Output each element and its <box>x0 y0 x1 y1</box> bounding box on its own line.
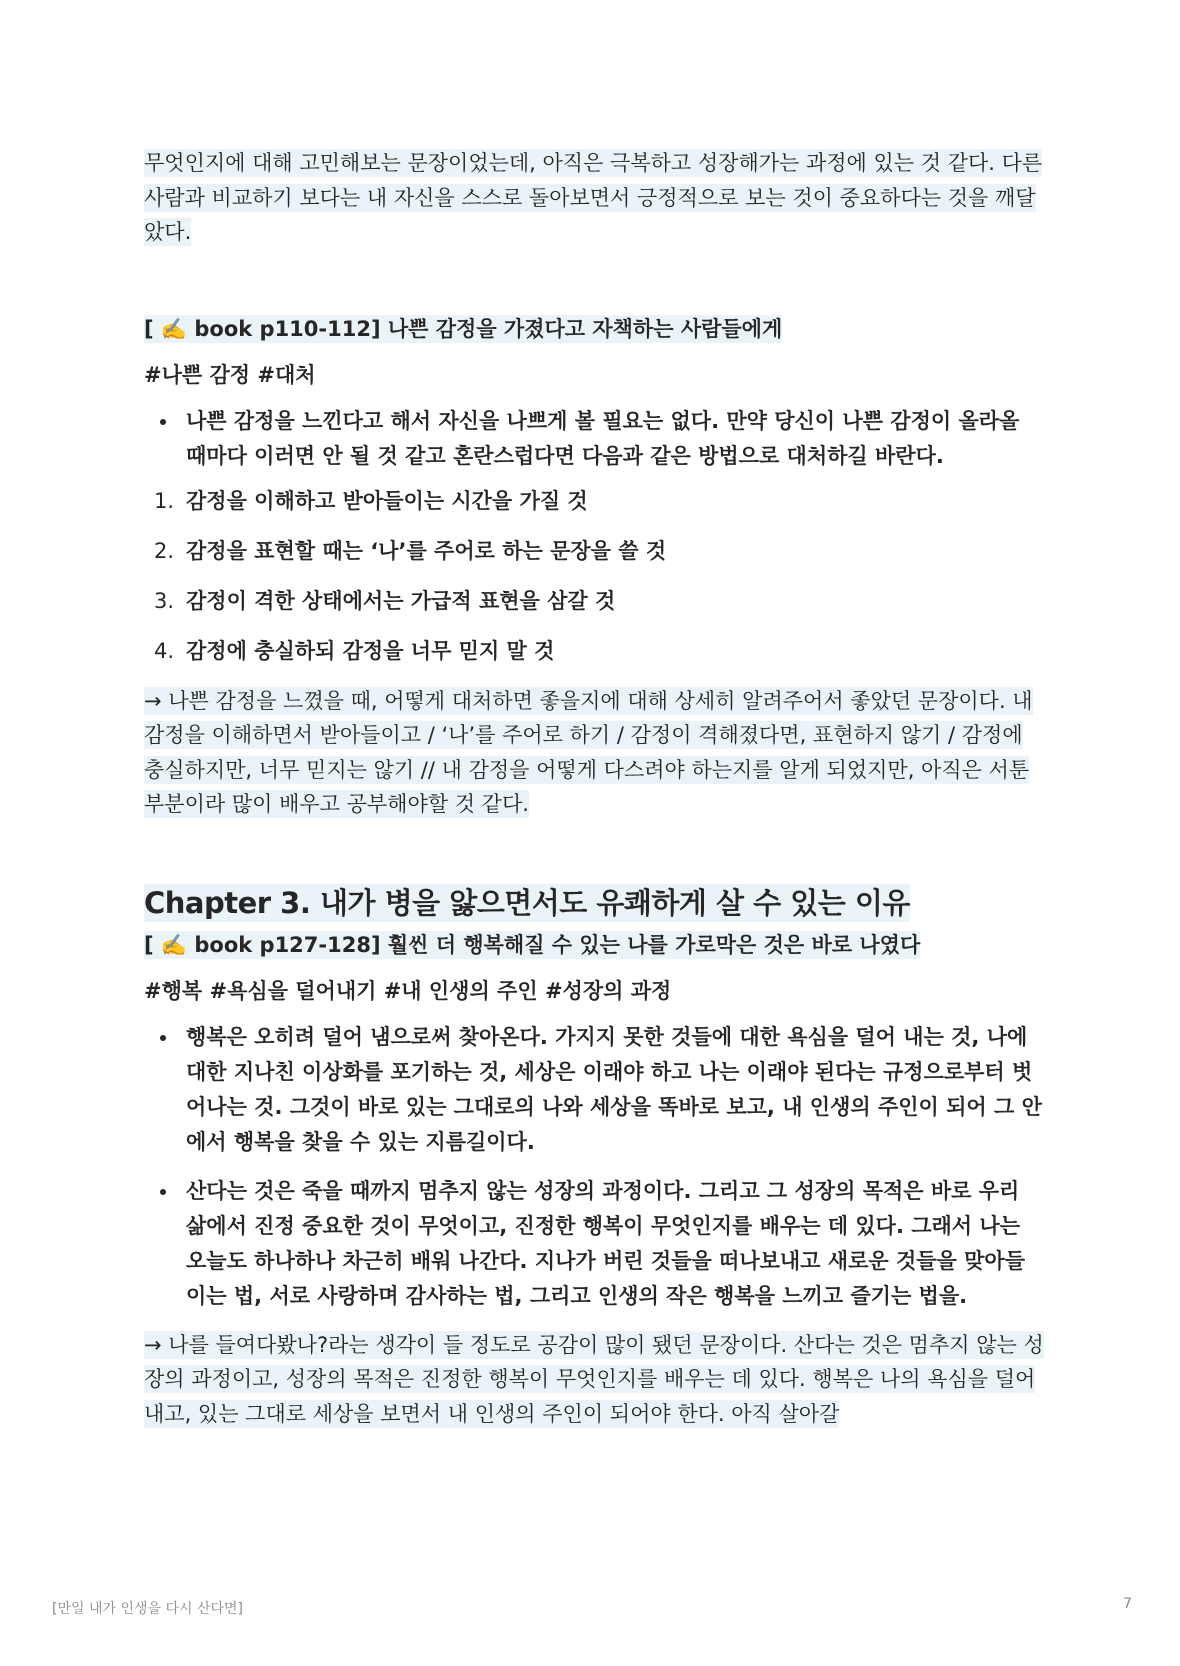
numbered-list <box>144 484 1044 669</box>
page-number: 7 <box>1123 1596 1132 1612</box>
list-item: 4. 감정에 충실하되 감정을 너무 믿지 말 것 <box>154 638 555 663</box>
list-item: 산다는 것은 죽을 때까지 멈추지 않는 성장의 과정이다. 그리고 그 성장의 목적은 바로 우리 삶에서 진정 중요한 것이 무엇이고, 진정한 행복이 무엇인지를 배우는 데 있다. 그래서 나는 오늘도 하나하나 차근히 배워 나간다. 지나가 버린 것들을 떠나보내고 새로운 것들을 맞아들이는 법, 서로 사랑하며 감사하는 법, 그리고 인생의 작은 행복을 느끼고 즐기는 법을. <box>144 1174 1044 1314</box>
list-item: 나쁜 감정을 느낀다고 해서 자신을 나쁘게 볼 필요는 없다. 만약 당신이 나쁜 감정이 올라올 때마다 이러면 안 될 것 같고 혼란스럽다면 다음과 같은 방법으로 대처하길 바란다. <box>144 404 1044 474</box>
page-content <box>144 146 1044 1431</box>
section-heading-text: [ ✍️ book p127-128] 훨씬 더 행복해질 수 있는 나를 가로막은 것은 바로 나였다 <box>144 932 921 957</box>
footer-book-title: [만일 내가 인생을 다시 산다면] <box>52 1601 244 1617</box>
list-item: 1. 감정을 이해하고 받아들이는 시간을 가질 것 <box>154 488 588 513</box>
chapter-title: Chapter 3. 내가 병을 앓으면서도 유쾌하게 살 수 있는 이유 <box>144 885 910 920</box>
bullet-list <box>144 404 1044 474</box>
section-tags: #나쁜 감정 #대처 <box>144 362 316 387</box>
list-item: 행복은 오히려 덜어 냄으로써 찾아온다. 가지지 못한 것들에 대한 욕심을 덜어 내는 것, 나에 대한 지나친 이상화를 포기하는 것, 세상은 이래야 하고 나는 이래야 된다는 규정으로부터 벗어나는 것. 그것이 바로 있는 그대로의 나와 세상을 똑바로 보고, 내 인생의 주인이 되어 그 안에서 행복을 찾을 수 있는 지름길이다. <box>144 1020 1044 1160</box>
section-heading <box>144 928 1044 962</box>
reflection-paragraph: → 나를 들여다봤나?라는 생각이 들 정도로 공감이 많이 됐던 문장이다. 산다는 것은 멈추지 않는 성장의 과정이고, 성장의 목적은 진정한 행복이 무엇인지를 배우는 데 있다. 행복은 나의 욕심을 덜어내고, 있는 그대로 세상을 보면서 내 인생의 주인이 되어야 한다. 아직 살아갈 <box>144 1332 1044 1426</box>
list-item: 3. 감정이 격한 상태에서는 가급적 표현을 삼갈 것 <box>154 588 616 613</box>
bullet-list <box>144 1020 1044 1314</box>
reflection-paragraph: → 나쁜 감정을 느꼈을 때, 어떻게 대처하면 좋을지에 대해 상세히 알려주어서 좋았던 문장이다. 내 감정을 이해하면서 받아들이고 / ‘나’를 주어로 하기 / 감정이 격해졌다면, 표현하지 않기 / 감정에 충실하지만, 너무 믿지는 않기 // 내 감정을 어떻게 다스려야 하는지를 알게 되었지만, 아직은 서툰 부분이라 많이 배우고 공부해야할 것 같다. <box>144 688 1033 816</box>
intro-paragraph: 무엇인지에 대해 고민해보는 문장이었는데, 아직은 극복하고 성장해가는 과정에 있는 것 같다. 다른 사람과 비교하기 보다는 내 자신을 스스로 돌아보면서 긍정적으로 보는 것이 중요하다는 것을 깨달았다. <box>144 151 1043 244</box>
section-heading-text: [ ✍️ book p110-112] 나쁜 감정을 가졌다고 자책하는 사람들에게 <box>144 316 783 341</box>
section-tags: #행복 #욕심을 덜어내기 #내 인생의 주인 #성장의 과정 <box>144 978 672 1003</box>
list-item: 2. 감정을 표현할 때는 ‘나’를 주어로 하는 문장을 쓸 것 <box>154 538 667 563</box>
section-heading <box>144 312 1044 346</box>
